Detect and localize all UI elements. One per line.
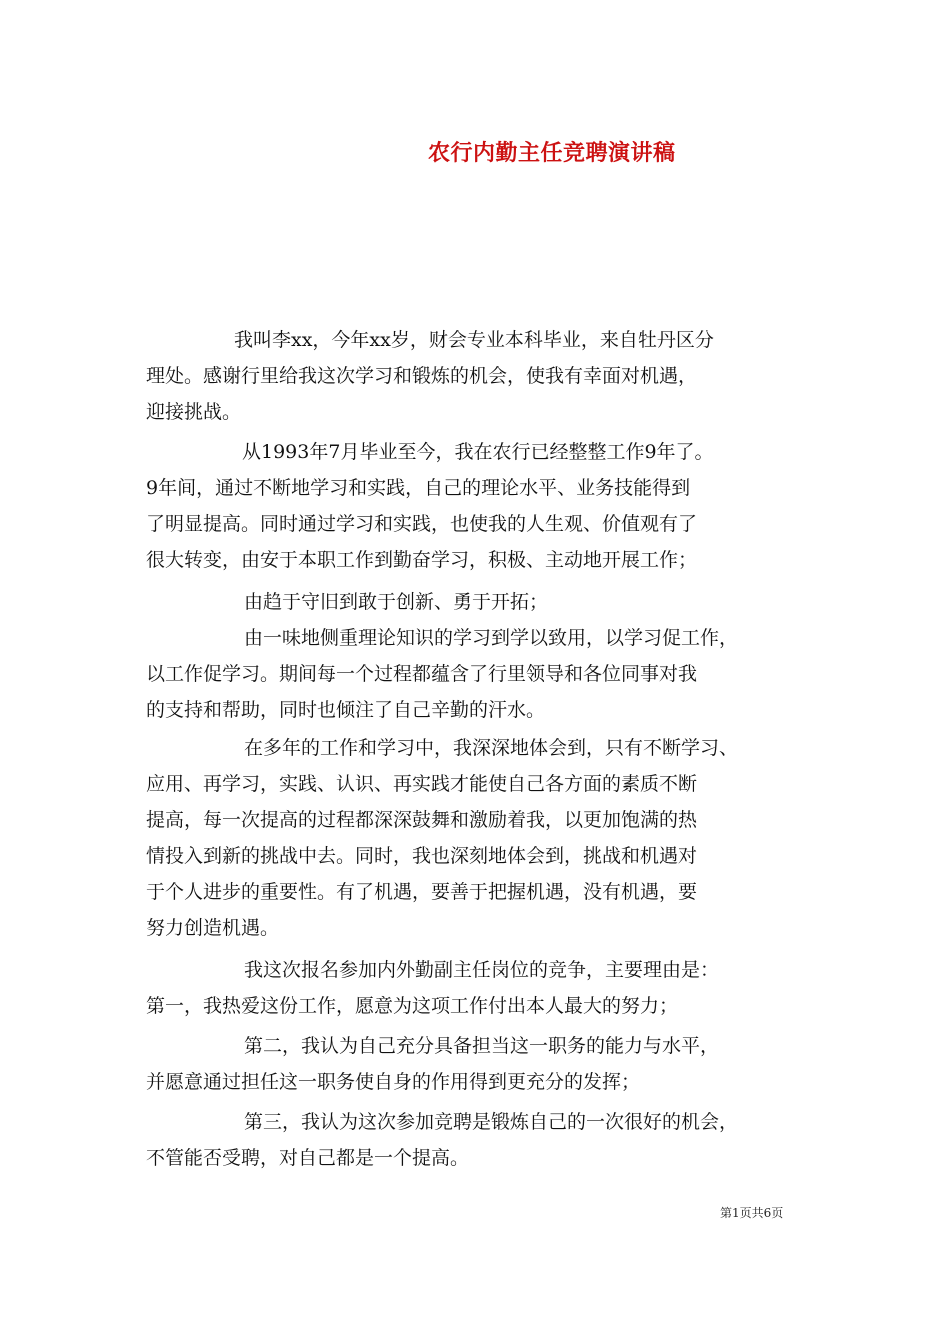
text-line: 由趋于守旧到敢于创新、勇于开拓；: [244, 591, 549, 613]
text-line: 了明显提高。同时通过学习和实践，也使我的人生观、价值观有了: [146, 513, 698, 535]
text-line: 我这次报名参加内外勤副主任岗位的竞争，主要理由是：: [244, 959, 720, 981]
text-line: 的支持和帮助，同时也倾注了自己辛勤的汗水。: [146, 699, 546, 721]
text-line: 情投入到新的挑战中去。同时，我也深刻地体会到，挑战和机遇对: [146, 845, 698, 867]
text-line: 从1993年7月毕业至今，我在农行已经整整工作9年了。: [242, 441, 714, 463]
text-line: 以工作促学习。期间每一个过程都蕴含了行里领导和各位同事对我: [146, 663, 698, 685]
text-line: 第二，我认为自己充分具备担当这一职务的能力与水平，: [244, 1035, 720, 1057]
page-number: 第1页共6页: [720, 1206, 784, 1220]
text-line: 由一味地侧重理论知识的学习到学以致用，以学习促工作，: [244, 627, 739, 649]
text-line: 我叫李xx，今年xx岁，财会专业本科毕业，来自牡丹区分: [234, 329, 714, 351]
text-line: 第一，我热爱这份工作，愿意为这项工作付出本人最大的努力；: [146, 995, 679, 1017]
text-line: 理处。感谢行里给我这次学习和锻炼的机会，使我有幸面对机遇，: [146, 365, 698, 387]
text-line: 不管能否受聘，对自己都是一个提高。: [146, 1147, 470, 1169]
text-line: 于个人进步的重要性。有了机遇，要善于把握机遇，没有机遇，要: [146, 881, 698, 903]
document-title: 农行内勤主任竞聘演讲稿: [428, 140, 676, 166]
text-line: 9年间，通过不断地学习和实践，自己的理论水平、业务技能得到: [146, 477, 691, 499]
text-line: 并愿意通过担任这一职务使自身的作用得到更充分的发挥；: [146, 1071, 641, 1093]
text-line: 在多年的工作和学习中，我深深地体会到，只有不断学习、: [244, 737, 739, 759]
text-line: 第三，我认为这次参加竞聘是锻炼自己的一次很好的机会，: [244, 1111, 739, 1133]
text-line: 很大转变，由安于本职工作到勤奋学习，积极、主动地开展工作；: [146, 549, 698, 571]
text-line: 努力创造机遇。: [146, 917, 280, 939]
text-line: 迎接挑战。: [146, 401, 242, 423]
text-line: 应用、再学习，实践、认识、再实践才能使自己各方面的素质不断: [146, 773, 698, 795]
text-line: 提高，每一次提高的过程都深深鼓舞和激励着我，以更加饱满的热: [146, 809, 698, 831]
